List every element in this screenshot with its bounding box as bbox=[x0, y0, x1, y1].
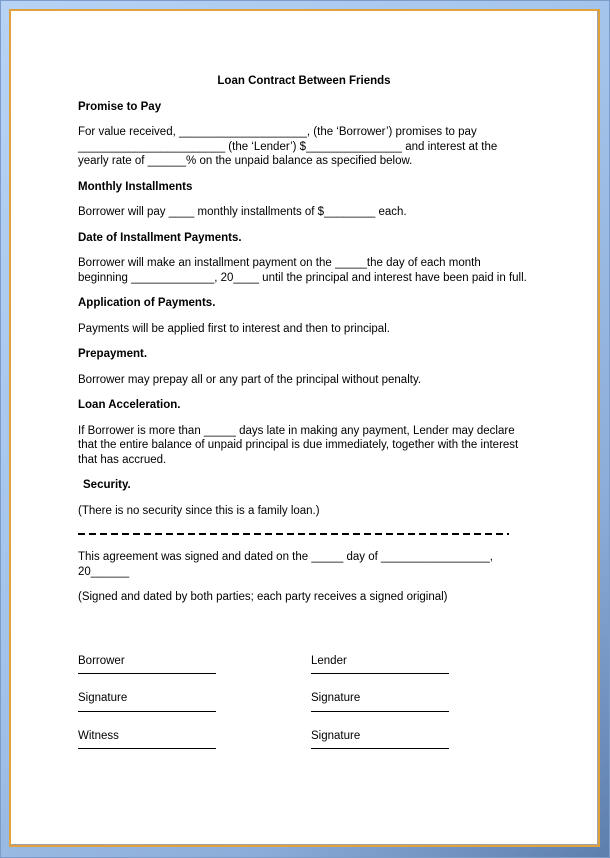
signature-label: Witness bbox=[78, 729, 119, 742]
section-heading-period: . bbox=[238, 231, 242, 244]
section-heading bbox=[78, 296, 530, 311]
section-application-of-payments bbox=[78, 296, 530, 336]
signature-column-lender bbox=[311, 654, 530, 767]
document-title: Loan Contract Between Friends bbox=[217, 75, 391, 87]
signature-line bbox=[311, 673, 449, 674]
section-heading-text: Application of Payments bbox=[78, 297, 213, 309]
section-promise-to-pay bbox=[78, 100, 530, 169]
section-heading-text: Promise to Pay bbox=[78, 100, 162, 113]
section-body: Payments will be applied first to interest and then to principal. bbox=[78, 322, 390, 335]
section-loan-acceleration bbox=[78, 398, 530, 467]
section-heading-text: Security. bbox=[83, 479, 131, 491]
section-heading-period: . bbox=[177, 399, 181, 411]
signature-column-borrower bbox=[78, 654, 311, 767]
section-body: Borrower may prepay all or any part of the principal without penalty. bbox=[78, 373, 422, 386]
section-heading bbox=[78, 347, 530, 362]
section-body: For value received, ____________________, (the ‘Borrower’) promises to pay _______________________ (the ‘Lender’) $_______________ and interest at the yearly rate of ______% on the unpaid balance as specified below. bbox=[78, 126, 498, 167]
section-prepayment bbox=[78, 347, 530, 387]
signature-line bbox=[78, 711, 216, 712]
section-heading bbox=[78, 231, 530, 246]
section-body: Borrower will pay ____ monthly installments of $________ each. bbox=[78, 206, 407, 218]
signature-block bbox=[78, 654, 530, 767]
section-heading-text: Loan Acceleration bbox=[78, 399, 178, 411]
signature-line bbox=[311, 748, 449, 749]
signature-label: Signature bbox=[311, 692, 361, 704]
dashed-divider bbox=[78, 533, 509, 535]
document-page bbox=[9, 9, 600, 847]
section-heading-text: Prepayment bbox=[78, 348, 144, 360]
section-heading bbox=[78, 478, 530, 493]
signature-line bbox=[311, 711, 449, 712]
section-heading-text: Monthly Installments bbox=[78, 180, 193, 193]
section-security bbox=[78, 478, 530, 518]
closing-signed-line: This agreement was signed and dated on the _____ day of _________________, 20______ bbox=[78, 551, 493, 578]
section-heading bbox=[78, 100, 530, 115]
section-heading-period: . bbox=[212, 297, 216, 309]
signature-label: Signature bbox=[78, 692, 128, 704]
signature-label: Signature bbox=[311, 729, 361, 742]
section-body: (There is no security since this is a family loan.) bbox=[78, 504, 320, 517]
section-heading-text: Date of Installment Payments bbox=[78, 231, 239, 244]
section-monthly-installments bbox=[78, 180, 530, 220]
signature-label: Lender bbox=[311, 654, 347, 667]
document-body bbox=[11, 11, 598, 766]
section-heading bbox=[78, 398, 530, 413]
closing-note: (Signed and dated by both parties; each party receives a signed original) bbox=[78, 591, 448, 603]
section-body: If Borrower is more than _____ days late in making any payment, Lender may declare that the entire balance of unpaid principal is due immediately, together with the interest that has accrued. bbox=[78, 424, 519, 466]
section-heading bbox=[78, 180, 530, 195]
signature-label: Borrower bbox=[78, 654, 125, 667]
signature-line bbox=[78, 748, 216, 749]
section-date-of-installment-payments bbox=[78, 231, 530, 286]
section-body: Borrower will make an installment payment on the _____the day of each month beginning _____________, 20____ until the principal and interest have been paid in full. bbox=[78, 257, 527, 284]
signature-line bbox=[78, 673, 216, 674]
section-heading-period: . bbox=[143, 348, 148, 360]
